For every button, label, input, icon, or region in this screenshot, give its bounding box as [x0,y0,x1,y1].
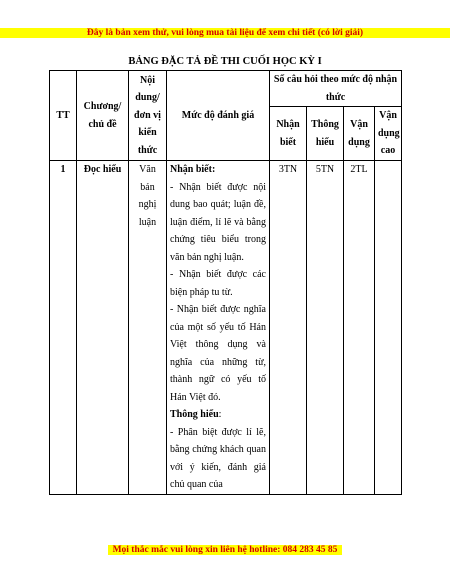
level-item: - Nhận biết được nội dung bao quát; luận đề, luận điểm, lí lẽ và bằng chứng tiêu biểu trong văn bản nghị luận. [170,181,266,263]
level-item: - Phân biệt được lí lẽ, bằng chứng khách quan với ý kiến, đánh giá chủ quan của [170,426,266,490]
row-van-dung-cao [375,161,402,495]
header-van-dung: Vận dụng [344,107,375,161]
header-nhan-biet: Nhận biết [270,107,307,161]
row-van-dung: 2TL [344,161,375,495]
header-tt: TT [50,71,77,161]
header-van-dung-cao: Vận dụng cao [375,107,402,161]
preview-banner: Đây là bản xem thử, vui lòng mua tài liệu để xem chi tiết (có lời giải) [0,28,450,38]
row-assessment-level [167,161,270,495]
level-heading-thong-hieu: Thông hiểu [170,409,219,420]
table-row [50,161,402,495]
header-row-1 [50,71,402,107]
level-heading-thong-hieu-line [170,406,266,424]
row-nhan-biet: 3TN [270,161,307,495]
header-chapter: Chương/ chủ đề [77,71,129,161]
level-heading-thong-hieu-colon: : [218,409,222,420]
document-title: BẢNG ĐẶC TẢ ĐỀ THI CUỐI HỌC KỲ I [128,56,322,67]
row-chapter: Đọc hiểu [77,161,129,495]
level-items-nhan-biet [170,179,266,407]
hotline-banner: Mọi thắc mắc vui lòng xin liên hệ hotline: 084 283 45 85 [108,545,342,555]
header-content: Nội dung/ đơn vị kiến thức [129,71,167,161]
spec-table [49,70,402,495]
level-items-thong-hieu [170,424,266,494]
header-level: Mức độ đánh giá [167,71,270,161]
header-question-count: Số câu hỏi theo mức độ nhận thức [270,71,402,107]
level-heading-nhan-biet: Nhận biết: [170,164,216,175]
row-thong-hieu: 5TN [307,161,344,495]
level-item: - Nhận biết được các biện pháp tu từ. [170,269,266,298]
header-thong-hieu: Thông hiểu [307,107,344,161]
row-tt: 1 [50,161,77,495]
row-content: Văn bản nghị luận [129,161,167,495]
level-item: - Nhận biết được nghĩa của một số yếu tố Hán Việt thông dụng và nghĩa của những từ, thành ngữ có yếu tố Hán Việt đó. [170,304,266,403]
